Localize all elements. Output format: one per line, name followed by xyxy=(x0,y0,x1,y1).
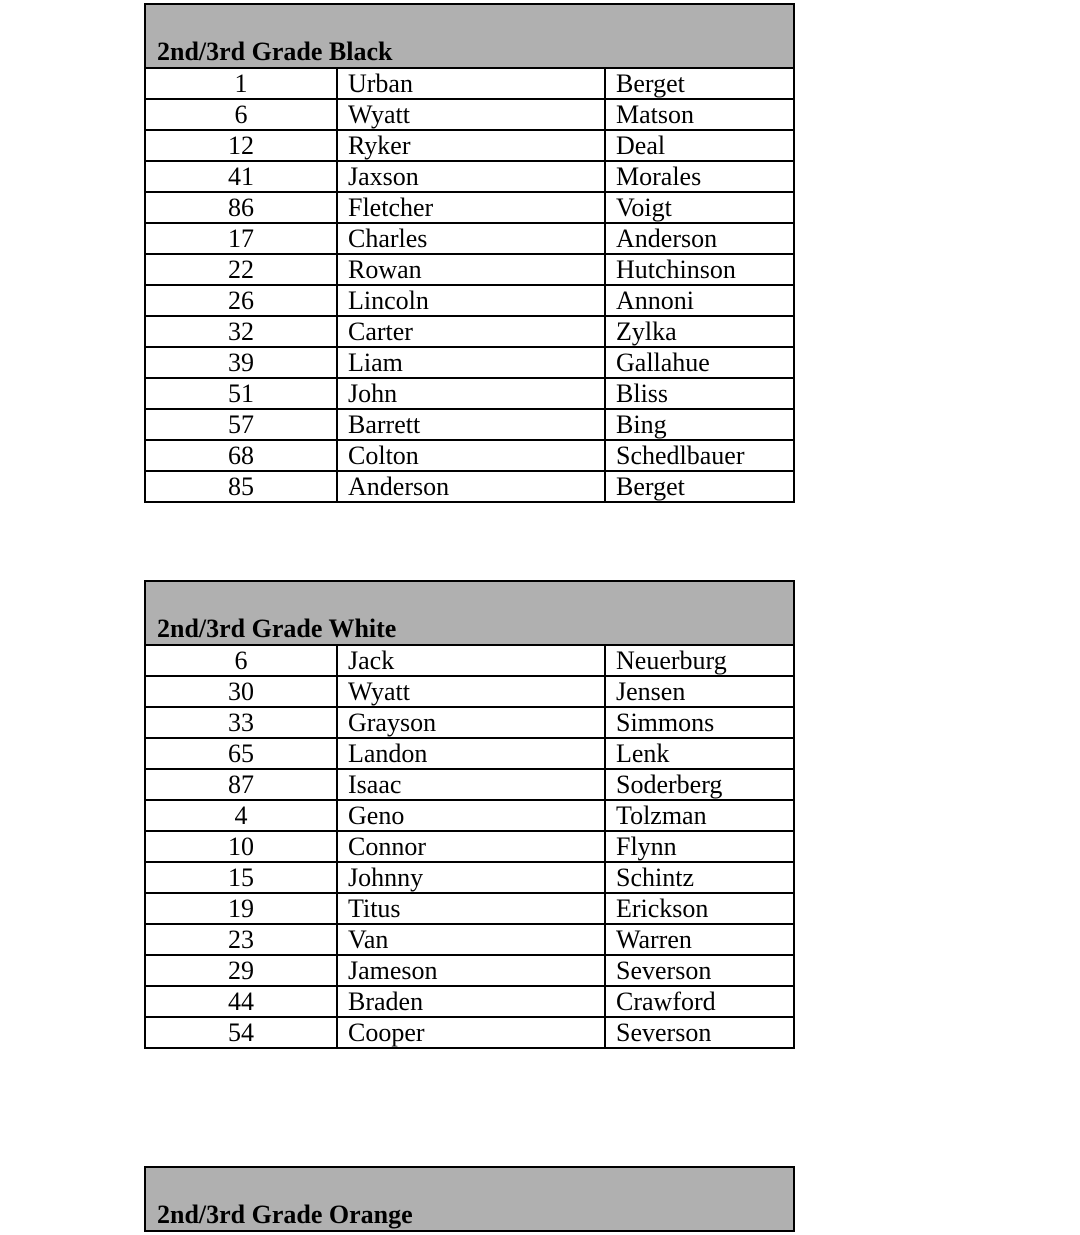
player-last-name-cell: Simmons xyxy=(605,707,794,738)
player-last-name-cell: Jensen xyxy=(605,676,794,707)
player-first-name-cell: Wyatt xyxy=(337,676,605,707)
player-number-cell: 85 xyxy=(145,471,337,502)
player-number-cell: 26 xyxy=(145,285,337,316)
roster-title: 2nd/3rd Grade Black xyxy=(145,4,794,68)
table-row xyxy=(145,192,794,223)
player-last-name-cell: Matson xyxy=(605,99,794,130)
table-row xyxy=(145,409,794,440)
player-last-name-cell: Morales xyxy=(605,161,794,192)
player-number-cell: 4 xyxy=(145,800,337,831)
player-number-cell: 44 xyxy=(145,986,337,1017)
player-first-name-cell: Landon xyxy=(337,738,605,769)
player-last-name-cell: Voigt xyxy=(605,192,794,223)
player-number-cell: 12 xyxy=(145,130,337,161)
player-last-name-cell: Schedlbauer xyxy=(605,440,794,471)
player-last-name-cell: Schintz xyxy=(605,862,794,893)
player-first-name-cell: Van xyxy=(337,924,605,955)
player-number-cell: 1 xyxy=(145,68,337,99)
player-number-cell: 15 xyxy=(145,862,337,893)
table-row xyxy=(145,924,794,955)
roster-title: 2nd/3rd Grade White xyxy=(145,581,794,645)
player-number-cell: 57 xyxy=(145,409,337,440)
player-first-name-cell: Connor xyxy=(337,831,605,862)
table-row xyxy=(145,285,794,316)
player-last-name-cell: Bing xyxy=(605,409,794,440)
player-last-name-cell: Anderson xyxy=(605,223,794,254)
table-row xyxy=(145,769,794,800)
table-row xyxy=(145,99,794,130)
roster-body xyxy=(145,581,794,1048)
player-last-name-cell: Crawford xyxy=(605,986,794,1017)
player-first-name-cell: Anderson xyxy=(337,471,605,502)
player-number-cell: 17 xyxy=(145,223,337,254)
table-row xyxy=(145,378,794,409)
player-number-cell: 32 xyxy=(145,316,337,347)
player-number-cell: 19 xyxy=(145,893,337,924)
table-row xyxy=(145,68,794,99)
table-row xyxy=(145,316,794,347)
player-first-name-cell: Urban xyxy=(337,68,605,99)
player-first-name-cell: Geno xyxy=(337,800,605,831)
player-first-name-cell: Colton xyxy=(337,440,605,471)
player-first-name-cell: Isaac xyxy=(337,769,605,800)
player-last-name-cell: Zylka xyxy=(605,316,794,347)
player-first-name-cell: Carter xyxy=(337,316,605,347)
player-first-name-cell: Jameson xyxy=(337,955,605,986)
player-first-name-cell: Rowan xyxy=(337,254,605,285)
player-first-name-cell: Grayson xyxy=(337,707,605,738)
roster-body xyxy=(145,1167,794,1231)
player-number-cell: 6 xyxy=(145,645,337,676)
player-number-cell: 10 xyxy=(145,831,337,862)
player-first-name-cell: Fletcher xyxy=(337,192,605,223)
player-last-name-cell: Lenk xyxy=(605,738,794,769)
table-row xyxy=(145,645,794,676)
table-row xyxy=(145,893,794,924)
player-last-name-cell: Bliss xyxy=(605,378,794,409)
player-first-name-cell: Cooper xyxy=(337,1017,605,1048)
player-first-name-cell: Wyatt xyxy=(337,99,605,130)
player-last-name-cell: Hutchinson xyxy=(605,254,794,285)
table-row xyxy=(145,862,794,893)
player-first-name-cell: Charles xyxy=(337,223,605,254)
player-first-name-cell: Titus xyxy=(337,893,605,924)
player-first-name-cell: Jack xyxy=(337,645,605,676)
table-row xyxy=(145,347,794,378)
table-row xyxy=(145,223,794,254)
table-row xyxy=(145,676,794,707)
player-last-name-cell: Soderberg xyxy=(605,769,794,800)
roster-table-black xyxy=(144,3,795,503)
player-first-name-cell: Johnny xyxy=(337,862,605,893)
roster-title: 2nd/3rd Grade Orange xyxy=(145,1167,794,1231)
player-last-name-cell: Flynn xyxy=(605,831,794,862)
player-number-cell: 33 xyxy=(145,707,337,738)
player-last-name-cell: Tolzman xyxy=(605,800,794,831)
player-number-cell: 41 xyxy=(145,161,337,192)
player-first-name-cell: Braden xyxy=(337,986,605,1017)
table-row xyxy=(145,986,794,1017)
player-last-name-cell: Neuerburg xyxy=(605,645,794,676)
roster-header-row xyxy=(145,4,794,68)
table-row xyxy=(145,800,794,831)
player-last-name-cell: Gallahue xyxy=(605,347,794,378)
player-number-cell: 30 xyxy=(145,676,337,707)
player-first-name-cell: Lincoln xyxy=(337,285,605,316)
player-number-cell: 65 xyxy=(145,738,337,769)
player-number-cell: 87 xyxy=(145,769,337,800)
player-last-name-cell: Berget xyxy=(605,68,794,99)
player-last-name-cell: Severson xyxy=(605,1017,794,1048)
player-first-name-cell: Jaxson xyxy=(337,161,605,192)
player-number-cell: 86 xyxy=(145,192,337,223)
player-number-cell: 39 xyxy=(145,347,337,378)
player-number-cell: 29 xyxy=(145,955,337,986)
player-last-name-cell: Warren xyxy=(605,924,794,955)
player-number-cell: 6 xyxy=(145,99,337,130)
table-row xyxy=(145,130,794,161)
player-number-cell: 68 xyxy=(145,440,337,471)
roster-table-orange xyxy=(144,1166,795,1232)
player-first-name-cell: John xyxy=(337,378,605,409)
table-row xyxy=(145,1017,794,1048)
player-first-name-cell: Liam xyxy=(337,347,605,378)
player-first-name-cell: Ryker xyxy=(337,130,605,161)
table-row xyxy=(145,738,794,769)
table-row xyxy=(145,955,794,986)
player-number-cell: 54 xyxy=(145,1017,337,1048)
table-row xyxy=(145,471,794,502)
roster-header-row xyxy=(145,1167,794,1231)
player-last-name-cell: Berget xyxy=(605,471,794,502)
player-last-name-cell: Severson xyxy=(605,955,794,986)
player-number-cell: 51 xyxy=(145,378,337,409)
player-number-cell: 22 xyxy=(145,254,337,285)
table-row xyxy=(145,707,794,738)
player-first-name-cell: Barrett xyxy=(337,409,605,440)
table-row xyxy=(145,440,794,471)
player-number-cell: 23 xyxy=(145,924,337,955)
roster-body xyxy=(145,4,794,502)
player-last-name-cell: Deal xyxy=(605,130,794,161)
roster-header-row xyxy=(145,581,794,645)
roster-table-white xyxy=(144,580,795,1049)
table-row xyxy=(145,831,794,862)
table-row xyxy=(145,161,794,192)
player-last-name-cell: Annoni xyxy=(605,285,794,316)
table-row xyxy=(145,254,794,285)
player-last-name-cell: Erickson xyxy=(605,893,794,924)
